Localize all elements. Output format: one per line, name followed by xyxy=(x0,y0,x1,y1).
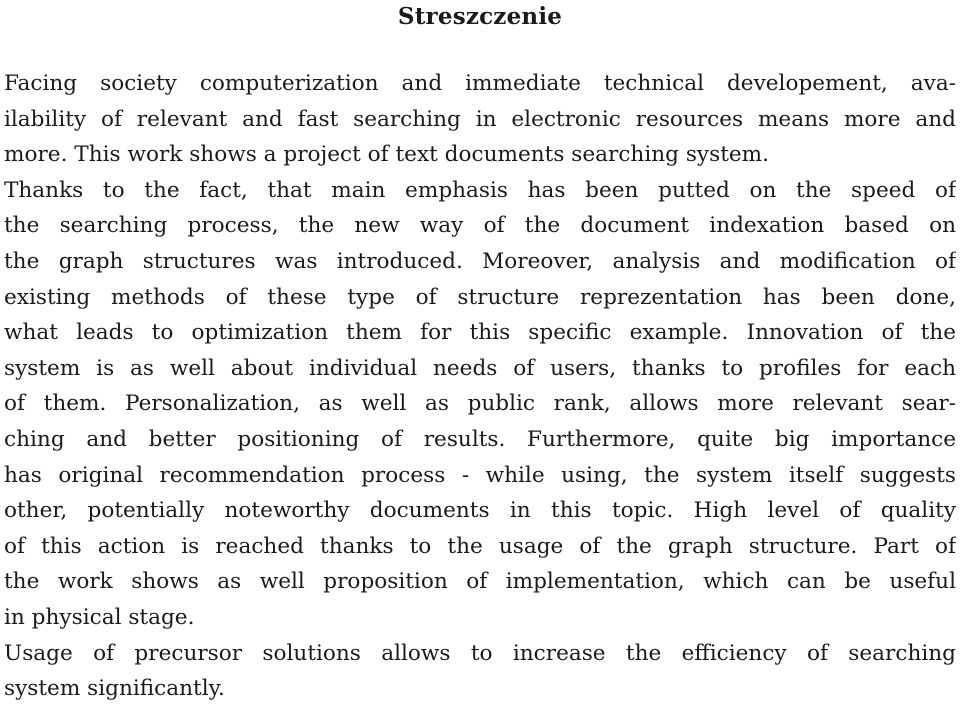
text-line: the work shows as well proposition of implementation, which can be useful xyxy=(4,569,956,595)
text-line: existing methods of these type of structure reprezentation has been done, xyxy=(4,284,956,310)
text-line: the graph structures was introduced. Moreover, analysis and modification of xyxy=(4,248,956,274)
text-line: other, potentially noteworthy documents in this topic. High level of quality xyxy=(4,498,956,524)
text-line: system significantly. xyxy=(4,676,225,702)
abstract-body xyxy=(4,66,956,707)
text-line: ching and better positioning of results. Furthermore, quite big importance xyxy=(4,426,956,452)
text-line: ilability of relevant and fast searching in electronic resources means more and xyxy=(4,106,956,132)
text-line: of them. Personalization, as well as public rank, allows more relevant sear- xyxy=(4,391,956,417)
text-line: what leads to optimization them for this specific example. Innovation of the xyxy=(4,320,956,346)
page-title: Streszczenie xyxy=(397,3,563,30)
text-line: has original recommendation process - while using, the system itself suggests xyxy=(4,462,956,488)
text-line: Thanks to the fact, that main emphasis has been putted on the speed of xyxy=(4,177,956,203)
text-line: Usage of precursor solutions allows to increase the efficiency of searching xyxy=(4,640,956,666)
text-line: the searching process, the new way of the document indexation based on xyxy=(4,213,956,239)
text-line: in physical stage. xyxy=(4,604,195,630)
text-line: of this action is reached thanks to the usage of the graph structure. Part of xyxy=(4,533,956,559)
text-line: system is as well about individual needs of users, thanks to profiles for each xyxy=(4,355,956,381)
text-line: more. This work shows a project of text documents searching system. xyxy=(4,142,769,168)
text-line: Facing society computerization and immediate technical developement, ava- xyxy=(4,71,956,96)
